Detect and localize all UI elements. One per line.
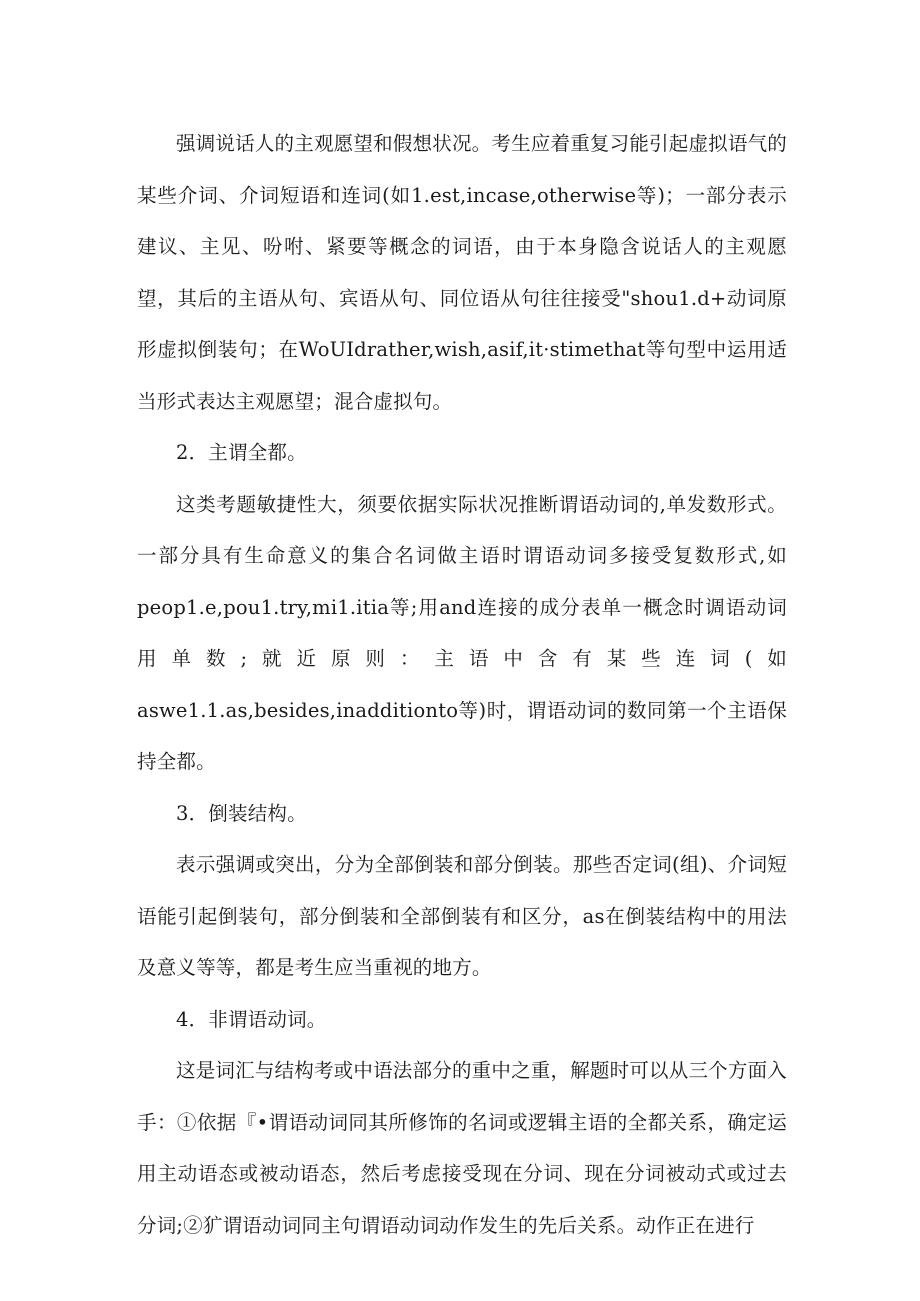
paragraph-inversion: 表示强调或突出，分为全部倒装和部分倒装。那些否定词(组)、介词短语能引起倒装句，部分倒装和全部倒装有和区分，as在倒装结构中的用法及意义等等，都是考生应当重视的地方。 bbox=[137, 853, 787, 979]
heading-non-finite-verbs: 4．非谓语动词。 bbox=[176, 1007, 327, 1031]
heading-inversion: 3．倒装结构。 bbox=[176, 801, 307, 825]
paragraph-non-finite-verbs: 这是词汇与结构考或中语法部分的重中之重，解题时可以从三个方面入手：①依据『•谓语动词同其所修饰的名词或逻辑主语的全都关系，确定运用主动语态或被动语态，然后考虑接受现在分词、现在分词被动式或过去分词;②犷谓语动词同主句谓语动词动作发生的先后关系。动作正在进行 bbox=[137, 1059, 787, 1237]
paragraph-subject-verb-agreement: 这类考题敏捷性大，须要依据实际状况推断谓语动词的,单发数形式。一部分具有生命意义的集合名词做主语时谓语动词多接受复数形式,如peop1.e,pou1.try,mi1.itia等;用and连接的成分表单一概念时调语动词用单数;就近原则：主语中含有某些连词(如aswe1.1.as,besides,inadditionto等)时，谓语动词的数同第一个主语保持全都。 bbox=[137, 492, 787, 773]
heading-subject-verb-agreement: 2．主谓全都。 bbox=[176, 441, 307, 464]
paragraph-subjunctive: 强调说话人的主观愿望和假想状况。考生应着重复习能引起虚拟语气的某些介词、介词短语和连词(如1.est,incase,otherwise等)；一部分表示建议、主见、吩咐、紧要等概念的词语，由于本身隐含说话人的主观愿望，其后的主语从句、宾语从句、同位语从句往往接受"shou1.d+动词原形虚拟倒装句；在WoUIdrather,wish,asif,it·stimethat等句型中运用适当形式表达主观愿望；混合虚拟句。 bbox=[137, 132, 787, 413]
document-body bbox=[137, 118, 787, 1251]
